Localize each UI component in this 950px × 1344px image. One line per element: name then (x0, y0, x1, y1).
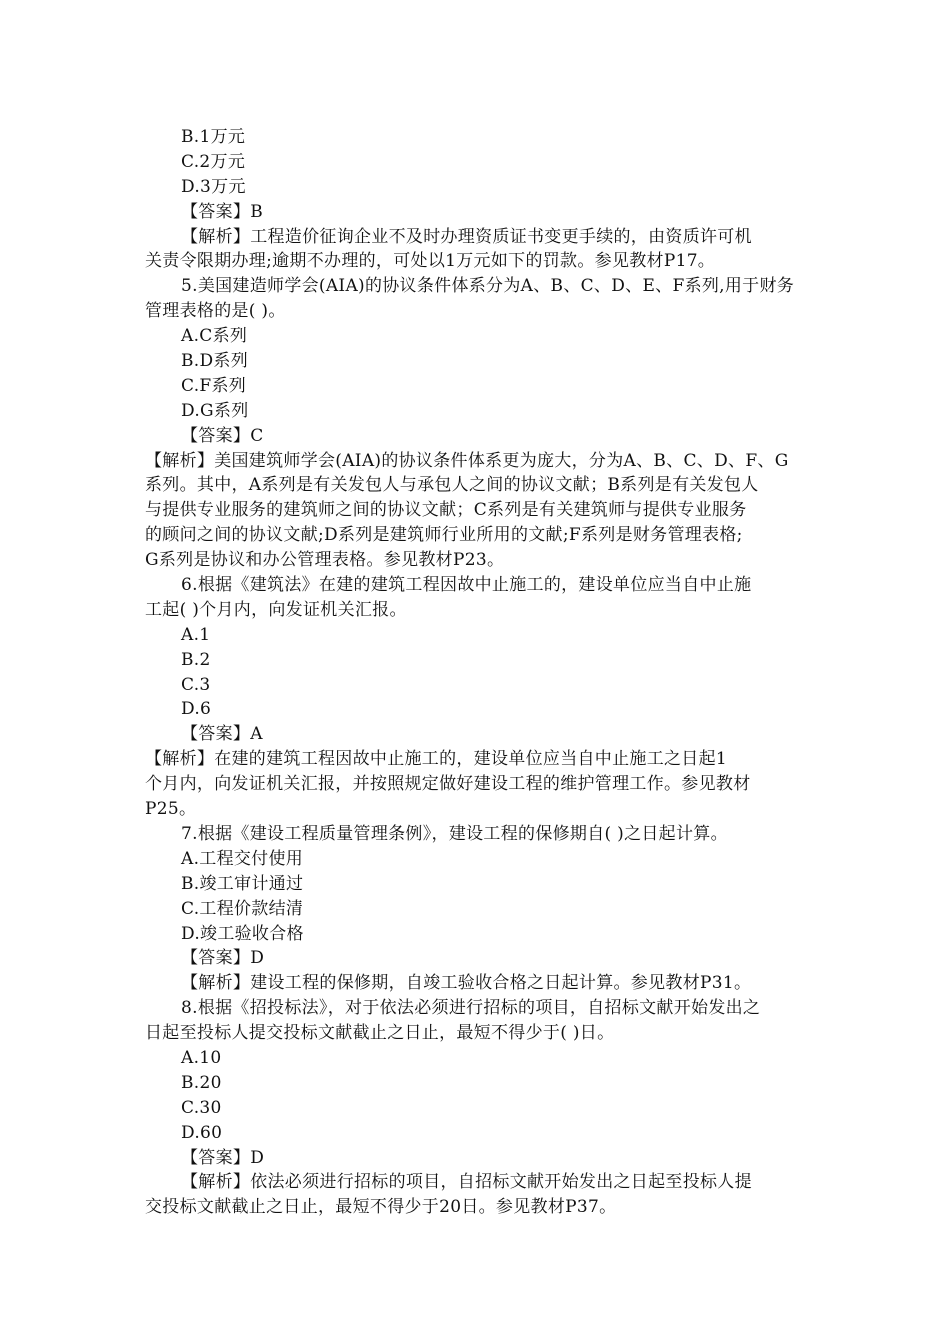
text-line: 的顾问之间的协议文献;D系列是建筑师行业所用的文献;F系列是财务管理表格; (145, 525, 743, 546)
text-line: 【解析】建设工程的保修期，自竣工验收合格之日起计算。参见教材P31。 (181, 973, 752, 994)
text-line: 个月内，向发证机关汇报，并按照规定做好建设工程的维护管理工作。参见教材 (145, 774, 751, 795)
text-line: A.1 (181, 624, 211, 645)
text-line: 5.美国建造师学会(AIA)的协议条件体系分为A、B、C、D、E、F系列,用于财务 (181, 276, 795, 297)
text-line: A.10 (181, 1047, 222, 1068)
text-line: P25。 (145, 799, 197, 820)
text-line: 关责令限期办理;逾期不办理的，可处以1万元如下的罚款。参见教材P17。 (145, 251, 716, 272)
text-line: B.竣工审计通过 (181, 873, 304, 894)
text-line: D.60 (181, 1122, 223, 1143)
text-line: B.1万元 (181, 127, 246, 147)
text-line: A.C系列 (181, 326, 248, 347)
text-line: 与提供专业服务的建筑师之间的协议文献；C系列是有关建筑师与提供专业服务 (145, 500, 747, 521)
text-line: 系列。其中，A系列是有关发包人与承包人之间的协议文献；B系列是有关发包人 (145, 475, 759, 496)
text-line: 【答案】A (181, 724, 263, 745)
text-line: 【解析】依法必须进行招标的项目，自招标文献开始发出之日起至投标人提 (181, 1172, 752, 1193)
text-line: B.2 (181, 649, 211, 670)
text-line: 6.根据《建筑法》在建的建筑工程因故中止施工的，建设单位应当自中止施 (181, 575, 752, 596)
text-line: 交投标文献截止之日止，最短不得少于20日。参见教材P37。 (145, 1197, 617, 1218)
text-line: 【解析】美国建筑师学会(AIA)的协议条件体系更为庞大，分为A、B、C、D、F、G (145, 450, 789, 471)
text-line: 管理表格的是( )。 (145, 301, 286, 322)
text-line: A.工程交付使用 (181, 848, 304, 869)
text-line: G系列是协议和办公管理表格。参见教材P23。 (145, 550, 505, 571)
text-line: 7.根据《建设工程质量管理条例》，建设工程的保修期自( )之日起计算。 (181, 823, 728, 844)
text-line: 【答案】C (181, 425, 264, 446)
text-line: 【解析】在建的建筑工程因故中止施工的，建设单位应当自中止施工之日起1 (145, 749, 728, 770)
document-body (145, 125, 810, 1220)
text-line: D.竣工验收合格 (181, 923, 304, 944)
text-line: B.20 (181, 1072, 222, 1093)
text-line: B.D系列 (181, 351, 249, 372)
text-line: 日起至投标人提交投标文献截止之日止，最短不得少于( )日。 (145, 1023, 615, 1044)
text-line: 【答案】D (181, 948, 265, 969)
text-line: D.G系列 (181, 400, 249, 421)
text-line: 【解析】工程造价征询企业不及时办理资质证书变更手续的，由资质许可机 (181, 226, 752, 247)
text-line: D.6 (181, 699, 212, 720)
text-line: C.3 (181, 674, 211, 695)
text-line: 8.根据《招投标法》，对于依法必须进行招标的项目，自招标文献开始发出之 (181, 998, 761, 1019)
text-line: 【答案】B (181, 201, 263, 222)
text-line: 工起( )个月内，向发证机关汇报。 (145, 599, 407, 620)
text-line: C.工程价款结清 (181, 898, 304, 919)
text-line: C.F系列 (181, 375, 247, 396)
text-line: C.2万元 (181, 151, 246, 172)
text-line: 【答案】D (181, 1147, 265, 1168)
text-line: C.30 (181, 1097, 222, 1118)
text-line: D.3万元 (181, 176, 246, 197)
